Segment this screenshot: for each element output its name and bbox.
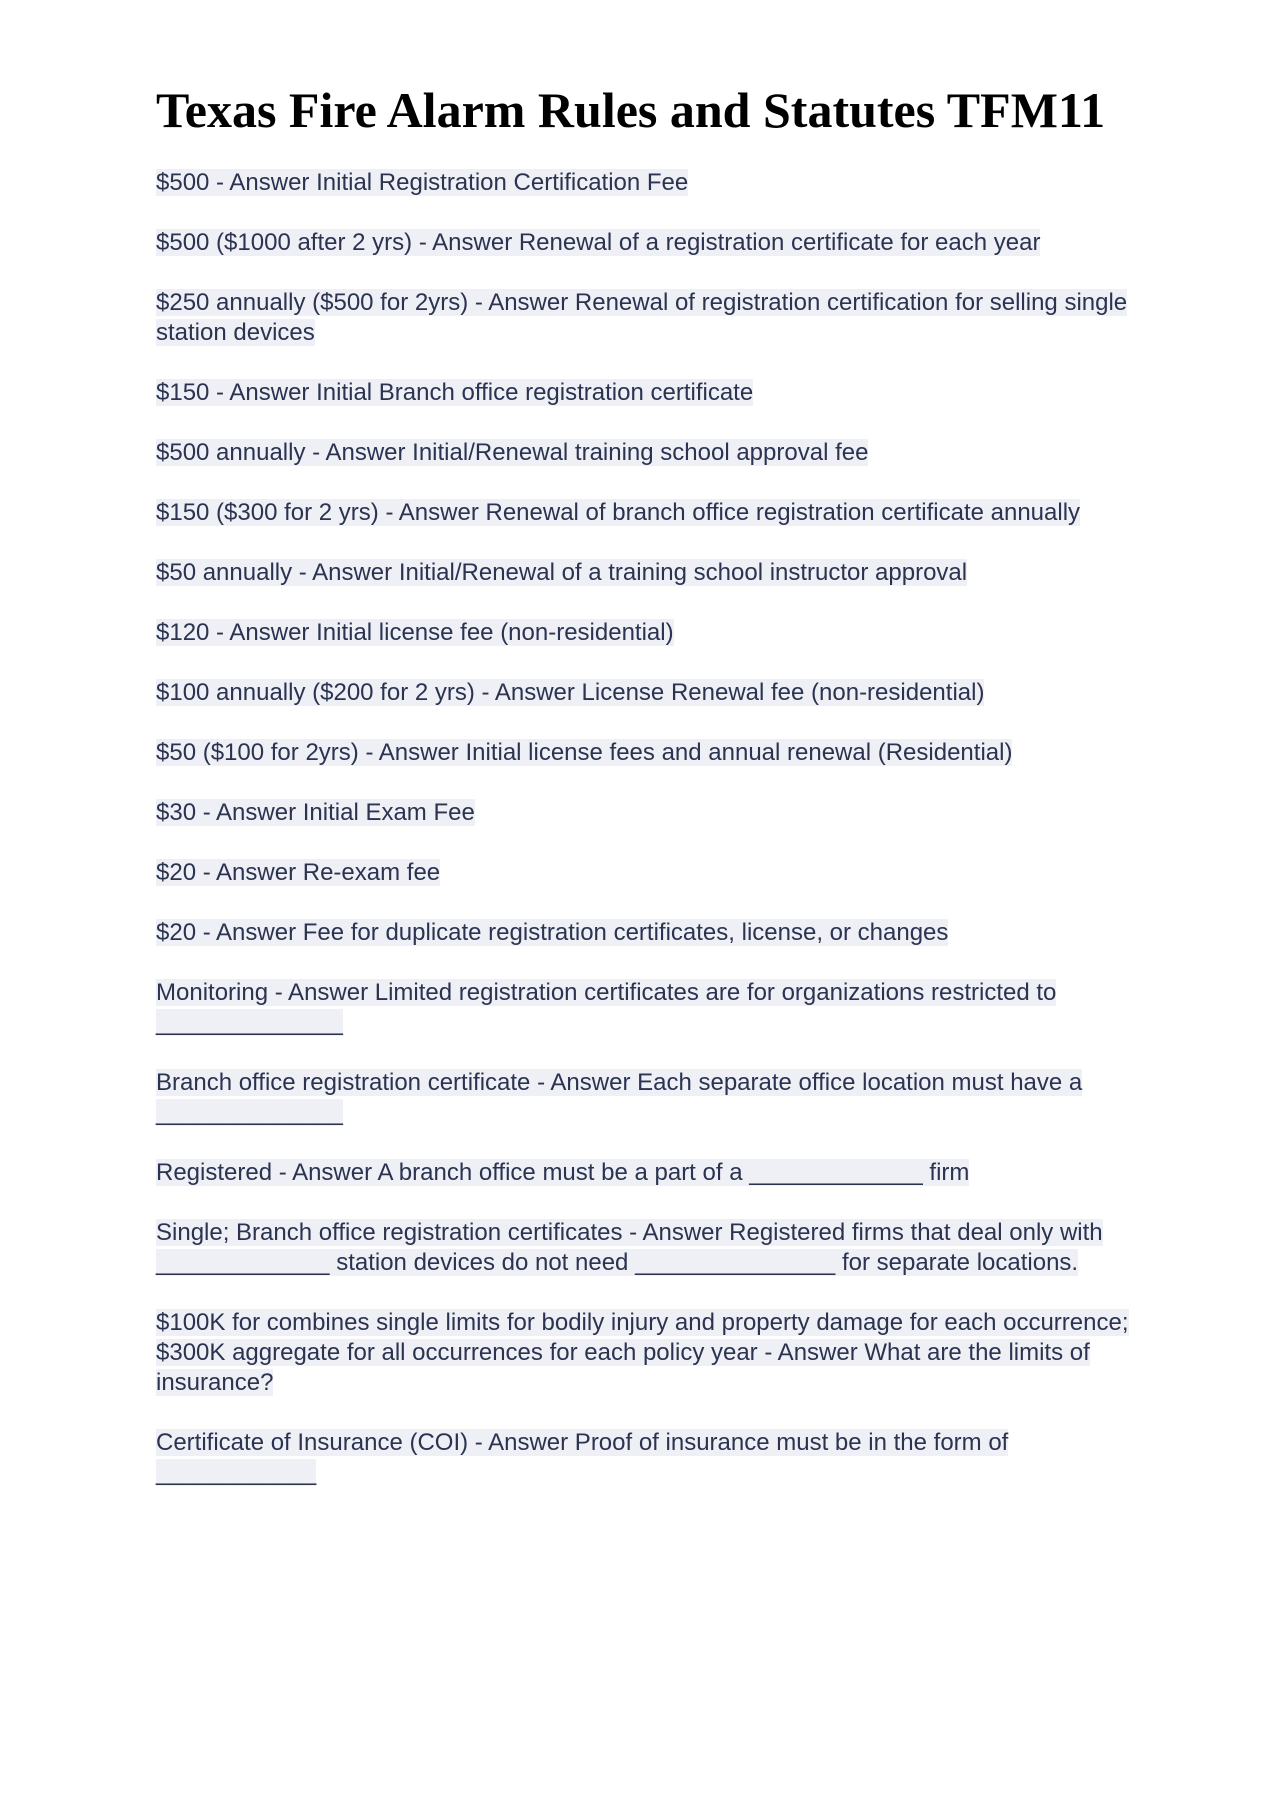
- qa-text: $150 ($300 for 2 yrs) - Answer Renewal of branch office registration certificate annually: [156, 499, 1081, 526]
- qa-text: Monitoring - Answer Limited registration certificates are for organizations restricted to ______________: [156, 979, 1057, 1036]
- qa-text: $50 annually - Answer Initial/Renewal of a training school instructor approval: [156, 559, 968, 586]
- qa-item: [156, 1428, 1146, 1488]
- qa-text: $500 - Answer Initial Registration Certification Fee: [156, 169, 689, 196]
- qa-text: $50 ($100 for 2yrs) - Answer Initial license fees and annual renewal (Residential): [156, 739, 1013, 766]
- qa-text: $100 annually ($200 for 2 yrs) - Answer License Renewal fee (non-residential): [156, 679, 985, 706]
- qa-item: [156, 918, 1146, 948]
- qa-text: $20 - Answer Fee for duplicate registration certificates, license, or changes: [156, 919, 949, 946]
- qa-item: [156, 678, 1146, 708]
- qa-item: [156, 498, 1146, 528]
- qa-item: [156, 1068, 1146, 1128]
- qa-item: [156, 288, 1146, 348]
- qa-text: $20 - Answer Re-exam fee: [156, 859, 441, 886]
- qa-text: $100K for combines single limits for bodily injury and property damage for each occurrence; $300K aggregate for all occurrences for each policy year - Answer What are the limits of insurance?: [156, 1309, 1129, 1396]
- qa-item: [156, 228, 1146, 258]
- qa-text: $250 annually ($500 for 2yrs) - Answer Renewal of registration certification for selling single station devices: [156, 289, 1128, 346]
- qa-item: [156, 798, 1146, 828]
- qa-item: [156, 618, 1146, 648]
- qa-text: $30 - Answer Initial Exam Fee: [156, 799, 475, 826]
- qa-item: [156, 1308, 1146, 1398]
- qa-text: $500 ($1000 after 2 yrs) - Answer Renewal of a registration certificate for each year: [156, 229, 1041, 256]
- qa-text: Certificate of Insurance (COI) - Answer Proof of insurance must be in the form of ____________: [156, 1429, 1009, 1486]
- qa-item: [156, 438, 1146, 468]
- qa-text: $500 annually - Answer Initial/Renewal training school approval fee: [156, 439, 869, 466]
- qa-list: [156, 168, 1146, 1488]
- qa-item: [156, 558, 1146, 588]
- document-page: [156, 72, 1146, 1518]
- qa-item: [156, 378, 1146, 408]
- qa-item: [156, 1218, 1146, 1278]
- qa-text: $150 - Answer Initial Branch office registration certificate: [156, 379, 754, 406]
- qa-item: [156, 1158, 1146, 1188]
- qa-item: [156, 978, 1146, 1038]
- qa-item: [156, 738, 1146, 768]
- qa-text: $120 - Answer Initial license fee (non-residential): [156, 619, 674, 646]
- qa-text: Branch office registration certificate - Answer Each separate office location must have a ______________: [156, 1069, 1083, 1126]
- qa-item: [156, 168, 1146, 198]
- qa-text: Registered - Answer A branch office must be a part of a _____________ firm: [156, 1159, 970, 1186]
- qa-item: [156, 858, 1146, 888]
- qa-text: Single; Branch office registration certificates - Answer Registered firms that deal only with _____________ station devices do not need _______________ for separate locations.: [156, 1219, 1103, 1276]
- document-title: Texas Fire Alarm Rules and Statutes TFM11: [156, 82, 1106, 138]
